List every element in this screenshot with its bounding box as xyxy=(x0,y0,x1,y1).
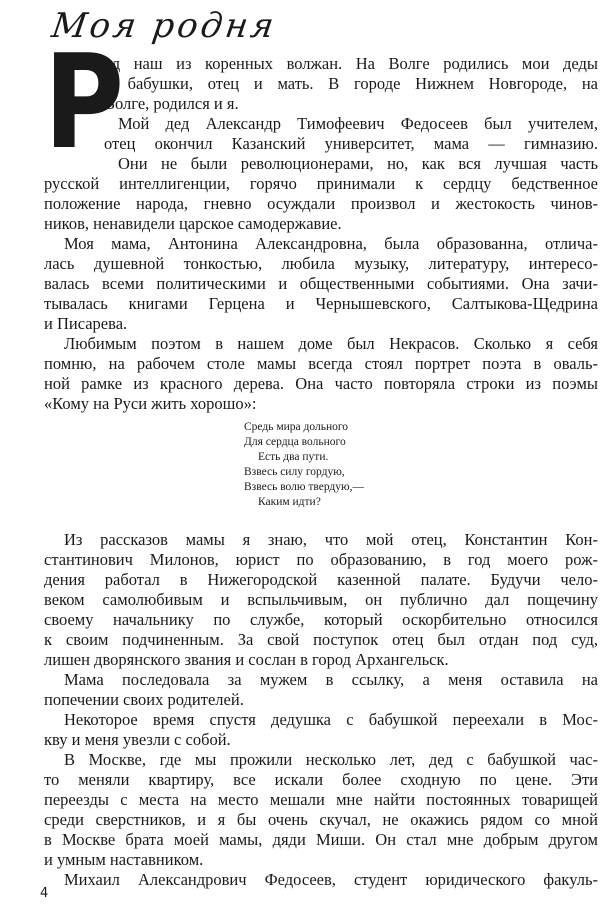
text-line: Из рассказов мамы я знаю, что мой отец, Константин Кон- xyxy=(64,530,598,549)
verse-line: Для сердца вольного xyxy=(244,436,346,448)
text-line: стантинович Милонов, юрист по образованию, в год моего рож- xyxy=(44,550,598,569)
text-line: к своим подчиненным. За свой поступок отец был отдан под суд, xyxy=(44,630,598,649)
text-line: Мой дед Александр Тимофеевич Федосеев был учителем, xyxy=(118,114,598,133)
text-line: валась всеми политическими и общественными событиями. Она зачи- xyxy=(44,274,598,293)
text-line: и умным наставником. xyxy=(44,850,204,869)
text-line: ной рамке из красного дерева. Она часто повторяла строки из поэмы xyxy=(44,374,598,393)
text-line: Некоторое время спустя дедушка с бабушкой переехали в Мос- xyxy=(64,710,598,729)
verse-line: Каким идти? xyxy=(258,496,321,508)
text-line: веком самолюбивым и вспыльчивым, он публично дал пощечину xyxy=(44,590,598,609)
text-line: Моя мама, Антонина Александровна, была образованна, отлича- xyxy=(64,234,598,253)
text-line: Волге, родился и я. xyxy=(104,94,239,113)
text-line: В Москве, где мы прожили несколько лет, дед с бабушкой час- xyxy=(64,750,598,769)
verse-line: Взвесь волю твердую,— xyxy=(244,481,365,493)
text-line: Любимым поэтом в нашем доме был Некрасов. Сколько я себя xyxy=(64,334,598,353)
text-line: Михаил Александрович Федосеев, студент юридического факуль- xyxy=(64,870,598,889)
text-line: лишен дворянского звания и сослан в город Архангельск. xyxy=(44,650,449,669)
text-line: то меняли квартиру, все искали более сходную по цене. Эти xyxy=(44,770,598,789)
text-line: переезды с места на место мешали мне найти постоянных товарищей xyxy=(44,790,598,809)
text-line: в Москве брата моей мамы, дяди Миши. Он стал мне добрым другом xyxy=(44,830,598,849)
text-line: и Писарева. xyxy=(44,314,128,333)
text-line: и бабушки, отец и мать. В городе Нижнем Новгороде, на xyxy=(104,74,598,93)
verse-line: Есть два пути. xyxy=(258,451,329,463)
text-line: положение народа, гневно осуждали произвол и жестокость чинов- xyxy=(44,194,598,213)
text-line: дения работал в Нижегородской казенной палате. Будучи чело- xyxy=(44,570,598,589)
text-line: русской интеллигенции, горячо принимали к сердцу бедственное xyxy=(44,174,598,193)
text-line: среди сверстников, и я бы очень скучал, не окажись рядом со мной xyxy=(44,810,598,829)
page-number: 4 xyxy=(40,886,49,901)
text-line: лась душевной тонкостью, любила музыку, литературу, интересо- xyxy=(44,254,598,273)
drop-cap-letter: Р xyxy=(44,26,125,178)
text-line: Мама последовала за мужем в ссылку, а меня оставила на xyxy=(64,670,598,689)
text-line: отец окончил Казанский университет, мама — гимназию. xyxy=(104,134,598,153)
text-line: од наш из коренных волжан. На Волге родились мои деды xyxy=(104,54,598,73)
chapter-title: Моя родня xyxy=(49,6,280,46)
text-line: помню, на рабочем столе мамы всегда стоял портрет поэта в оваль- xyxy=(44,354,598,373)
text-line: тывалась книгами Герцена и Чернышевского, Салтыкова-Щедрина xyxy=(44,294,598,313)
text-line: кву и меня увезли с собой. xyxy=(44,730,231,749)
text-line: попечении своих родителей. xyxy=(44,690,244,709)
text-line: «Кому на Руси жить хорошо»: xyxy=(44,394,257,413)
text-line: Они не были революционерами, но, как вся лучшая часть xyxy=(118,154,598,173)
text-line: своему начальнику по службе, который оскорбительно относился xyxy=(44,610,598,629)
text-line: ников, ненавидели царское самодержавие. xyxy=(44,214,342,233)
verse-line: Средь мира дольного xyxy=(244,421,349,433)
verse-line: Взвесь силу гордую, xyxy=(244,466,345,478)
